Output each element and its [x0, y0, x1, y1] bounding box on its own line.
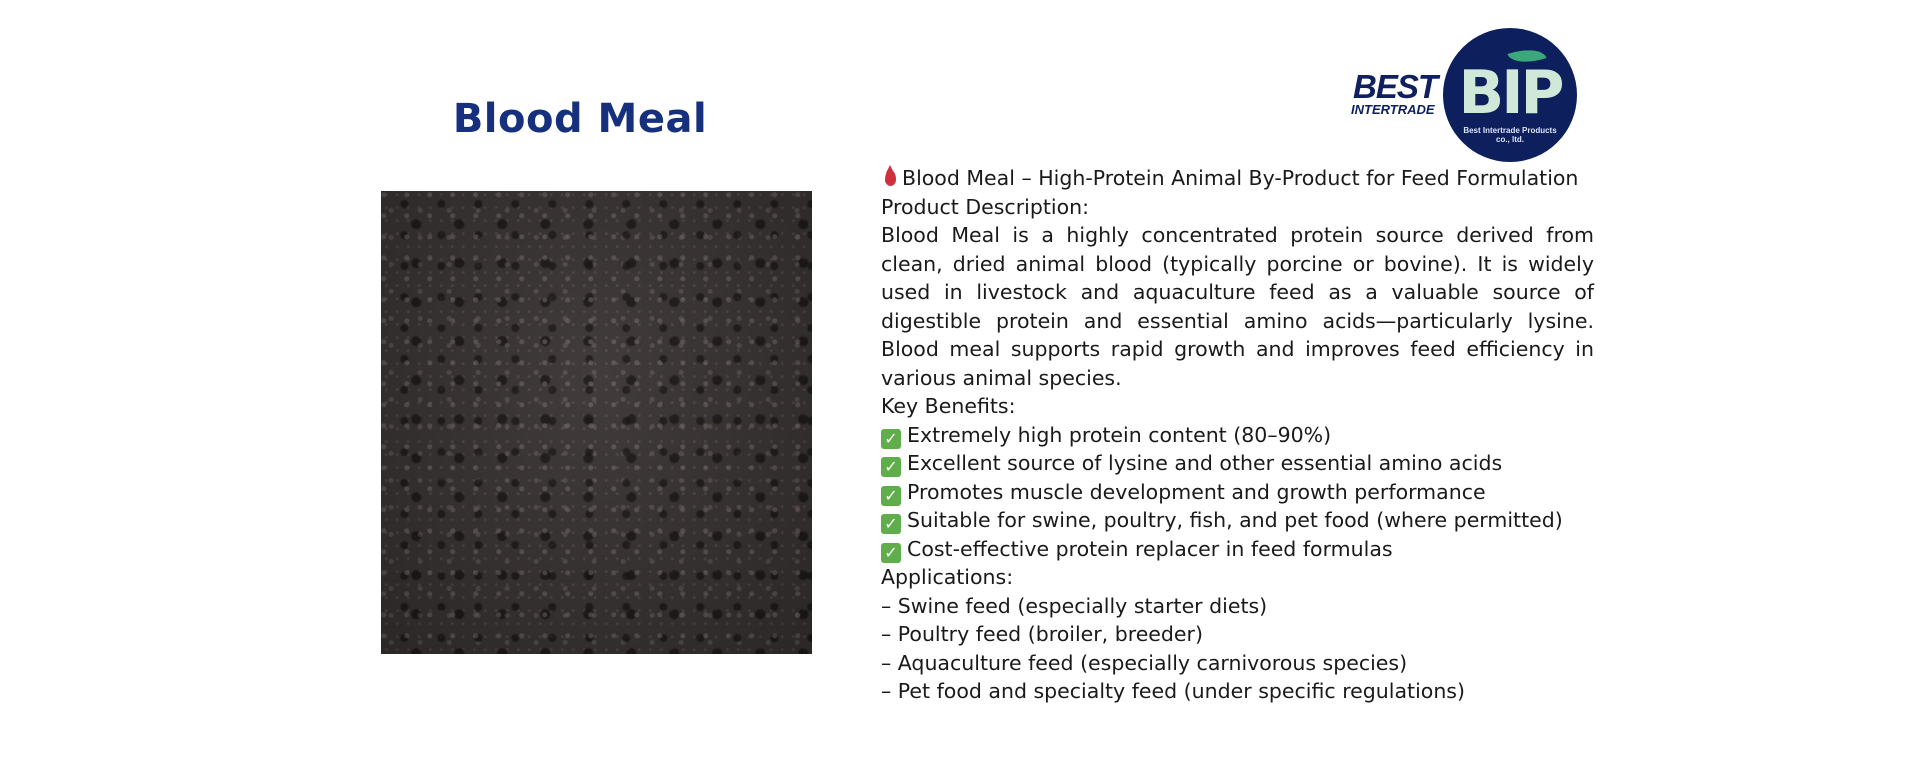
- check-mark-icon: ✓: [881, 457, 901, 477]
- benefit-text: Promotes muscle development and growth performance: [907, 479, 1486, 504]
- check-mark-icon: ✓: [881, 514, 901, 534]
- company-logo: [1350, 28, 1580, 164]
- logo-company-line-1: Best Intertrade Products: [1463, 126, 1557, 135]
- application-item: – Aquaculture feed (especially carnivorous species): [881, 650, 1408, 675]
- product-description-block: [881, 164, 1594, 706]
- benefit-item: [881, 478, 1594, 507]
- logo-company-line-2: co., ltd.: [1496, 135, 1524, 144]
- product-heading: [881, 164, 1594, 193]
- benefit-text: Cost-effective protein replacer in feed formulas: [907, 536, 1393, 561]
- logo-emblem: [1443, 28, 1577, 162]
- logo-wordmark-intertrade: INTERTRADE: [1351, 102, 1435, 117]
- benefit-item: [881, 449, 1594, 478]
- logo-monogram: BIP: [1458, 58, 1562, 128]
- description-paragraph: Blood Meal is a highly concentrated protein source derived from clean, dried animal blood (typically porcine or bovine). It is widely used in livestock and aquaculture feed as a valuable source of digestible protein and essential amino acids—particularly lysine. Blood meal supports rapid growth and improves feed efficiency in various animal species.: [881, 223, 1594, 390]
- check-mark-icon: ✓: [881, 486, 901, 506]
- benefit-item: [881, 421, 1594, 450]
- logo-company-name: [1443, 126, 1577, 144]
- application-item: – Poultry feed (broiler, breeder): [881, 622, 1203, 646]
- benefit-item: [881, 506, 1594, 535]
- application-item: – Pet food and specialty feed (under specific regulations): [881, 679, 1465, 703]
- logo-wordmark-best: BEST: [1353, 68, 1438, 105]
- applications-label: Applications:: [881, 565, 1014, 589]
- description-label: Product Description:: [881, 194, 1090, 219]
- blood-meal-product-photo: [381, 191, 812, 654]
- benefits-label: Key Benefits:: [881, 394, 1016, 418]
- blood-drop-icon: [885, 170, 896, 186]
- page-title: Blood Meal: [452, 96, 708, 142]
- benefit-item: [881, 535, 1594, 564]
- check-mark-icon: ✓: [881, 429, 901, 449]
- benefit-text: Excellent source of lysine and other essential amino acids: [907, 451, 1503, 475]
- check-mark-icon: ✓: [881, 543, 901, 563]
- benefit-text: Suitable for swine, poultry, fish, and pet food (where permitted): [907, 508, 1563, 532]
- application-item: – Swine feed (especially starter diets): [881, 593, 1268, 618]
- benefit-text: Extremely high protein content (80–90%): [907, 422, 1332, 447]
- product-heading-text: Blood Meal – High-Protein Animal By-Product for Feed Formulation: [902, 166, 1579, 190]
